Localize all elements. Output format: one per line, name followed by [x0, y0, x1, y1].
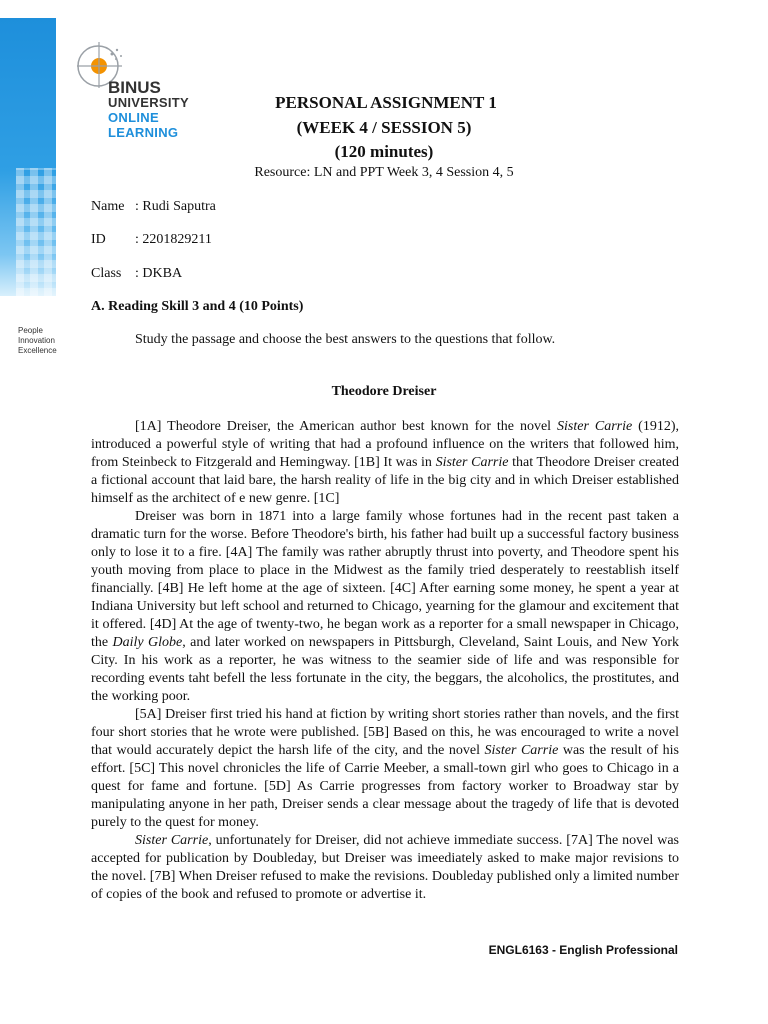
logo-line-binus: BINUS — [108, 78, 161, 97]
passage-body — [91, 418, 679, 904]
class-label: Class — [91, 266, 122, 281]
tagline-people: People — [18, 326, 43, 335]
tagline-innovation: Innovation — [18, 336, 55, 345]
logo-line-online: ONLINE — [108, 110, 159, 125]
id-label: ID — [91, 232, 106, 247]
footer-course-code: ENGL6163 - English Professional — [488, 943, 678, 957]
student-class-row — [91, 266, 182, 282]
logo-line-learning: LEARNING — [108, 125, 179, 140]
tagline-excellence: Excellence — [18, 346, 57, 355]
passage-title: Theodore Dreiser — [331, 384, 437, 399]
section-instruction: Study the passage and choose the best answers to the questions that follow. — [135, 332, 556, 347]
name-label: Name — [91, 199, 125, 214]
section-heading: A. Reading Skill 3 and 4 (10 Points) — [91, 299, 304, 314]
passage-paragraph-2: Dreiser was born in 1871 into a large family whose fortunes had in the recent past taken a dramatic turn for the worse. Before Theodore's birth, his father had built up a successful factory business only to lose it to a fire. [4A] The family was rather abruptly thrust into poverty, and Theodore spent his youth moving from place to place in the Midwest as the family tried desperately to reestablish itself financially. [4B] He left home at the age of sixteen. [4C] After earning some money, he spent a year at Indiana University but left school and returned to Chicago, yearning for the glamour and excitement that it offered. [4D] At the age of twenty-two, he began work as a reporter for a small newspaper in Chicago, the Daily Globe, and later worked on newspapers in Pittsburgh, Cleveland, Saint Louis, and New York City. In his work as a reporter, he was witness to the seamier side of life and was responsible for recording events taht befell the less fortunate in the city, the beggars, the alcoholics, the prostitutes, and the working poor. — [91, 509, 680, 704]
brand-tile-pattern — [16, 168, 56, 296]
passage-paragraph-3: [5A] Dreiser first tried his hand at fiction by writing short stories rather than novels, and the first four short stories that he wrote were published. [5B] Based on this, he was encouraged to write a novel that would accurately depict the harsh life of the city, and the novel Sister Carrie was the result of his effort. [5C] This novel chronicles the life of Carrie Meeber, a small-town girl who goes to Chicago in a quest for fame and fortune. [5D] As Carrie progresses from factory worker to Broadway star by manipulating anyone in her path, Dreiser sends a clear message about the tragedy of life that is devoted purely to the quest for money. — [91, 707, 679, 830]
logo-line-university: UNIVERSITY — [108, 95, 190, 110]
brand-tagline — [18, 326, 57, 356]
assignment-resource: Resource: LN and PPT Week 3, 4 Session 4, 5 — [254, 165, 514, 180]
assignment-duration: (120 minutes) — [334, 142, 434, 161]
class-value: : DKBA — [135, 266, 183, 281]
passage-paragraph-4: Sister Carrie, unfortunately for Dreiser, did not achieve immediate success. [7A] The novel was accepted for publication by Doubleday, but Dreiser was imeediately asked to make major revisions to the novel. [7B] When Dreiser refused to make the revisions. Doubleday published only a limited number of copies of the book and refused to promote or advertise it. — [91, 833, 679, 902]
student-name-row — [91, 199, 216, 215]
student-id-row — [91, 232, 212, 248]
assignment-session: (WEEK 4 / SESSION 5) — [296, 118, 472, 137]
passage-paragraph-1: [1A] Theodore Dreiser, the American author best known for the novel Sister Carrie (1912), introduced a powerful style of writing that had a profound influence on the writers that followed him, from Steinbeck to Fitzgerald and Hemingway. [1B] It was in Sister Carrie that Theodore Dreiser created a fictional account that laid bare, the harsh reality of life in the big city and in which Dreiser established himself as the architect of e new genre. [1C] — [91, 419, 680, 506]
name-value: : Rudi Saputra — [135, 199, 216, 214]
id-value: : 2201829211 — [135, 232, 212, 247]
assignment-title: PERSONAL ASSIGNMENT 1 — [275, 93, 497, 112]
